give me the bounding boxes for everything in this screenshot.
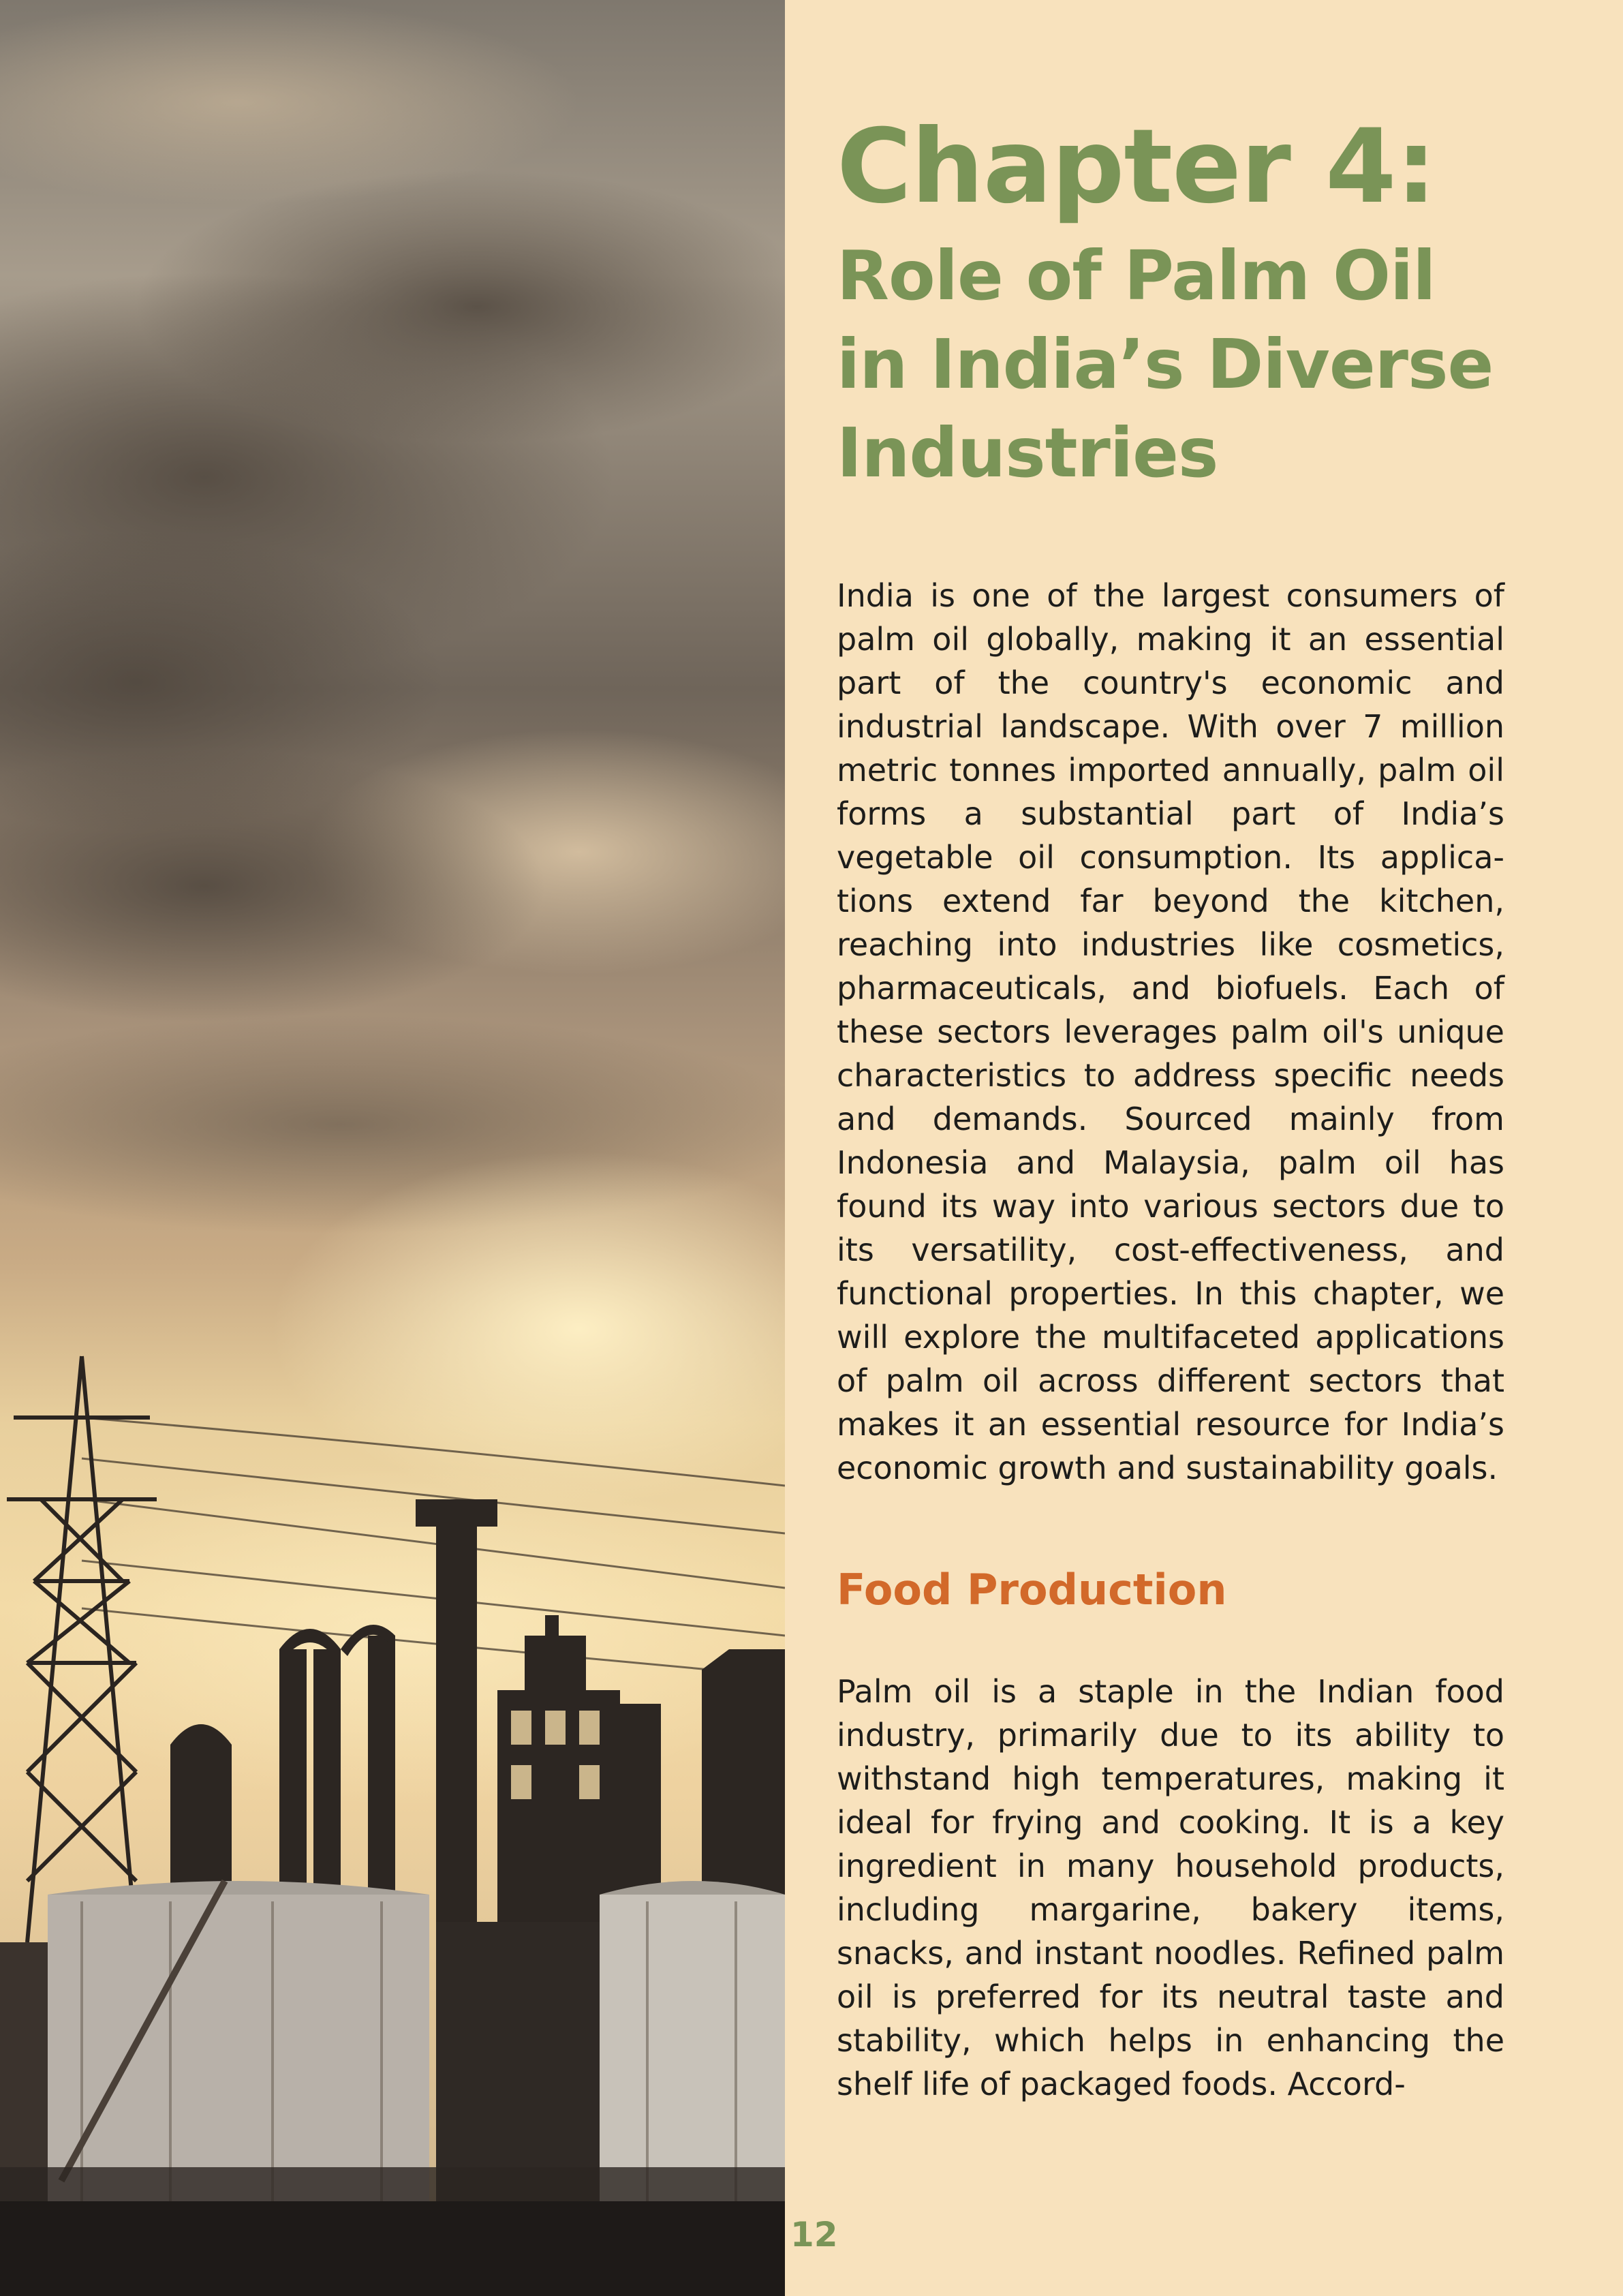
food-production-paragraph: Palm oil is a staple in the Indian food industry, primarily due to its ability to withstand high temperatures, making it ideal for frying and cooking. It is a key ingredient in many household products, including margarine, bakery items, snacks, and instant noodles. Refined palm oil is preferred for its neutral taste and stability, which helps in enhancing the shelf life of packaged foods. Accord- — [837, 1673, 1504, 2103]
chapter-number-heading: Chapter 4: — [837, 108, 1436, 226]
page-number: 12 — [790, 2215, 838, 2254]
chapter-title-heading: Role of Palm Oil in India’s Diverse Industries — [837, 236, 1494, 493]
section-heading-food-production: Food Production — [837, 1565, 1227, 1614]
intro-paragraph: India is one of the largest consumers of palm oil globally, making it an essential part of the country's economic and industrial landscape. With over 7 million metric tonnes imported annually, palm oil forms a substantial part of India’s vegetable oil consumption. Its applications extend far beyond the kitchen, reaching into industries like cosmetics, pharmaceuticals, and biofuels. Each of these sectors leverages palm oil's unique characteristics to address specific needs and demands. Sourced mainly from Indonesia and Malaysia, palm oil has found its way into various sectors due to its versatility, cost-effectiveness, and functional properties. In this chapter, we will explore the multifaceted applications of palm oil across different sectors that makes it an essential resource for India’s economic growth and sustainability goals. — [837, 577, 1504, 1486]
chapter-content — [837, 108, 1504, 2106]
industrial-refinery-photo — [0, 0, 785, 2296]
